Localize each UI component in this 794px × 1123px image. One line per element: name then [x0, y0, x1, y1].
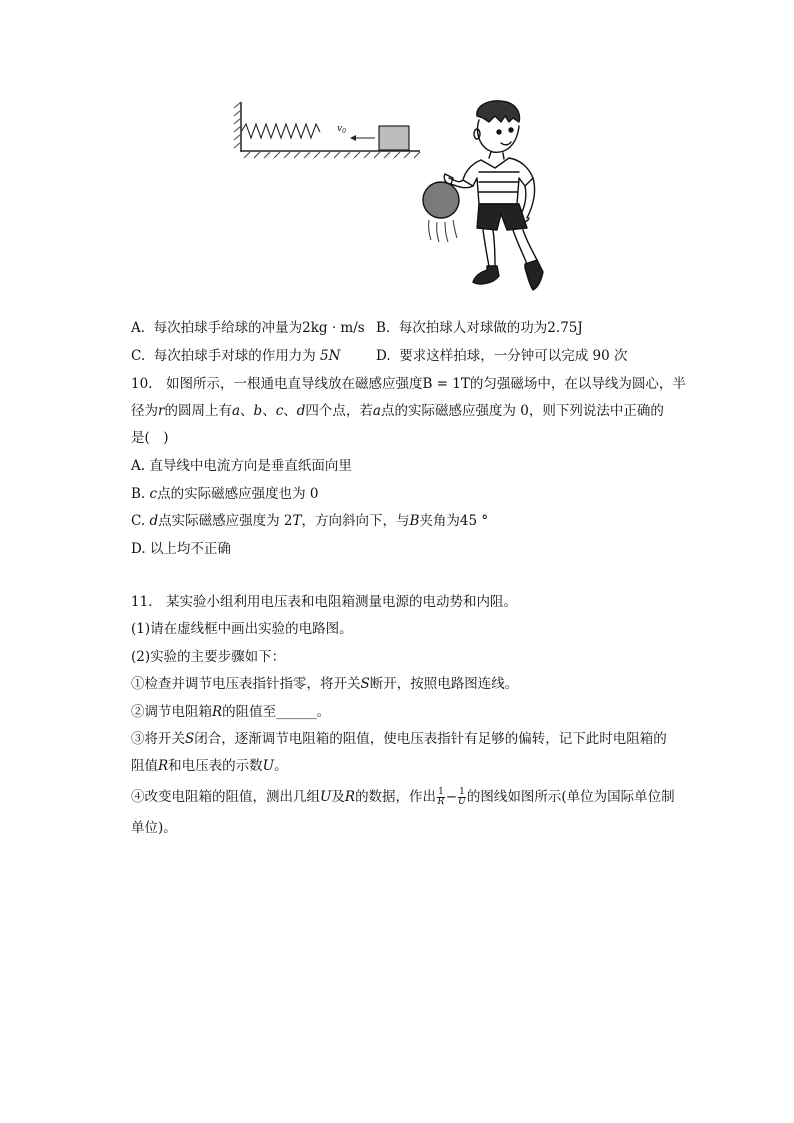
- q11-stem: 11. 某实验小组利用电压表和电阻箱测量电源的电动势和内阻。: [131, 594, 517, 610]
- q10-option-b[interactable]: B. c点的实际磁感应强度也为 0: [131, 486, 319, 502]
- q11-step-4-line-2: 单位)。: [131, 820, 177, 836]
- q11-part-2: (2)实验的主要步骤如下：: [131, 649, 286, 665]
- ball: [423, 182, 459, 218]
- q9-option-d[interactable]: D. 要求这样拍球，一分钟可以完成 90 次: [376, 348, 628, 364]
- spring: [241, 124, 320, 138]
- q9-options-row-1: [131, 318, 583, 338]
- block: [379, 126, 409, 150]
- q11-step-3-line-1: ③将开关S闭合，逐渐调节电阻箱的阻值，使电压表指针有足够的偏转，记下此时电阻箱的: [131, 731, 667, 747]
- q11-part-1: (1)请在虚线框中画出实验的电路图。: [131, 621, 353, 637]
- q10-stem-line-2: 径为r的圆周上有a、b、c、d四个点，若a点的实际磁感应强度为 0，则下列说法中正确的: [131, 403, 664, 419]
- q9-option-a[interactable]: A. 每次拍球手给球的冲量为2kg · m/s: [131, 320, 365, 336]
- spring-block-figure: [232, 98, 432, 168]
- q10-option-d[interactable]: D. 以上均不正确: [131, 541, 231, 557]
- q9-option-c[interactable]: C. 每次拍球手对球的作用力为 5N: [131, 348, 341, 364]
- q11-step-2: ②调节电阻箱R的阻值至______。: [131, 704, 331, 720]
- q11-step-4-line-1: ④改变电阻箱的阻值，测出几组U及R的数据，作出 $\frac{1}{R}$ − $\frac{1}{U}$ 的图线如图所示(单位为国际单位制: [131, 787, 675, 807]
- q10-option-a[interactable]: A. 直导线中电流方向是垂直纸面向里: [131, 458, 352, 474]
- q10-stem-line-1: 10. 如图所示，一根通电直导线放在磁感应强度B = 1T的匀强磁场中，在以导线为圆心，半: [131, 376, 686, 392]
- q11-step-1: ①检查并调节电压表指针指零，将开关S断开，按照电路图连线。: [131, 676, 519, 692]
- velocity-label: $v_0$: [337, 124, 346, 135]
- q11-step-3-line-2: 阻值R和电压表的示数U。: [131, 758, 288, 774]
- boy-bouncing-ball-figure: [415, 96, 565, 296]
- q10-option-c[interactable]: C. d点实际磁感应强度为 2T，方向斜向下，与B夹角为45 °: [131, 513, 489, 529]
- q9-option-b[interactable]: B. 每次拍球人对球做的功为2.75J: [376, 320, 583, 336]
- fraction-1-over-u: $\frac{1}{U}$: [458, 787, 466, 807]
- fraction-1-over-r: $\frac{1}{R}$: [437, 787, 445, 807]
- q10-stem-line-3: 是( ): [131, 430, 169, 446]
- q9-options-row-2: [131, 346, 628, 366]
